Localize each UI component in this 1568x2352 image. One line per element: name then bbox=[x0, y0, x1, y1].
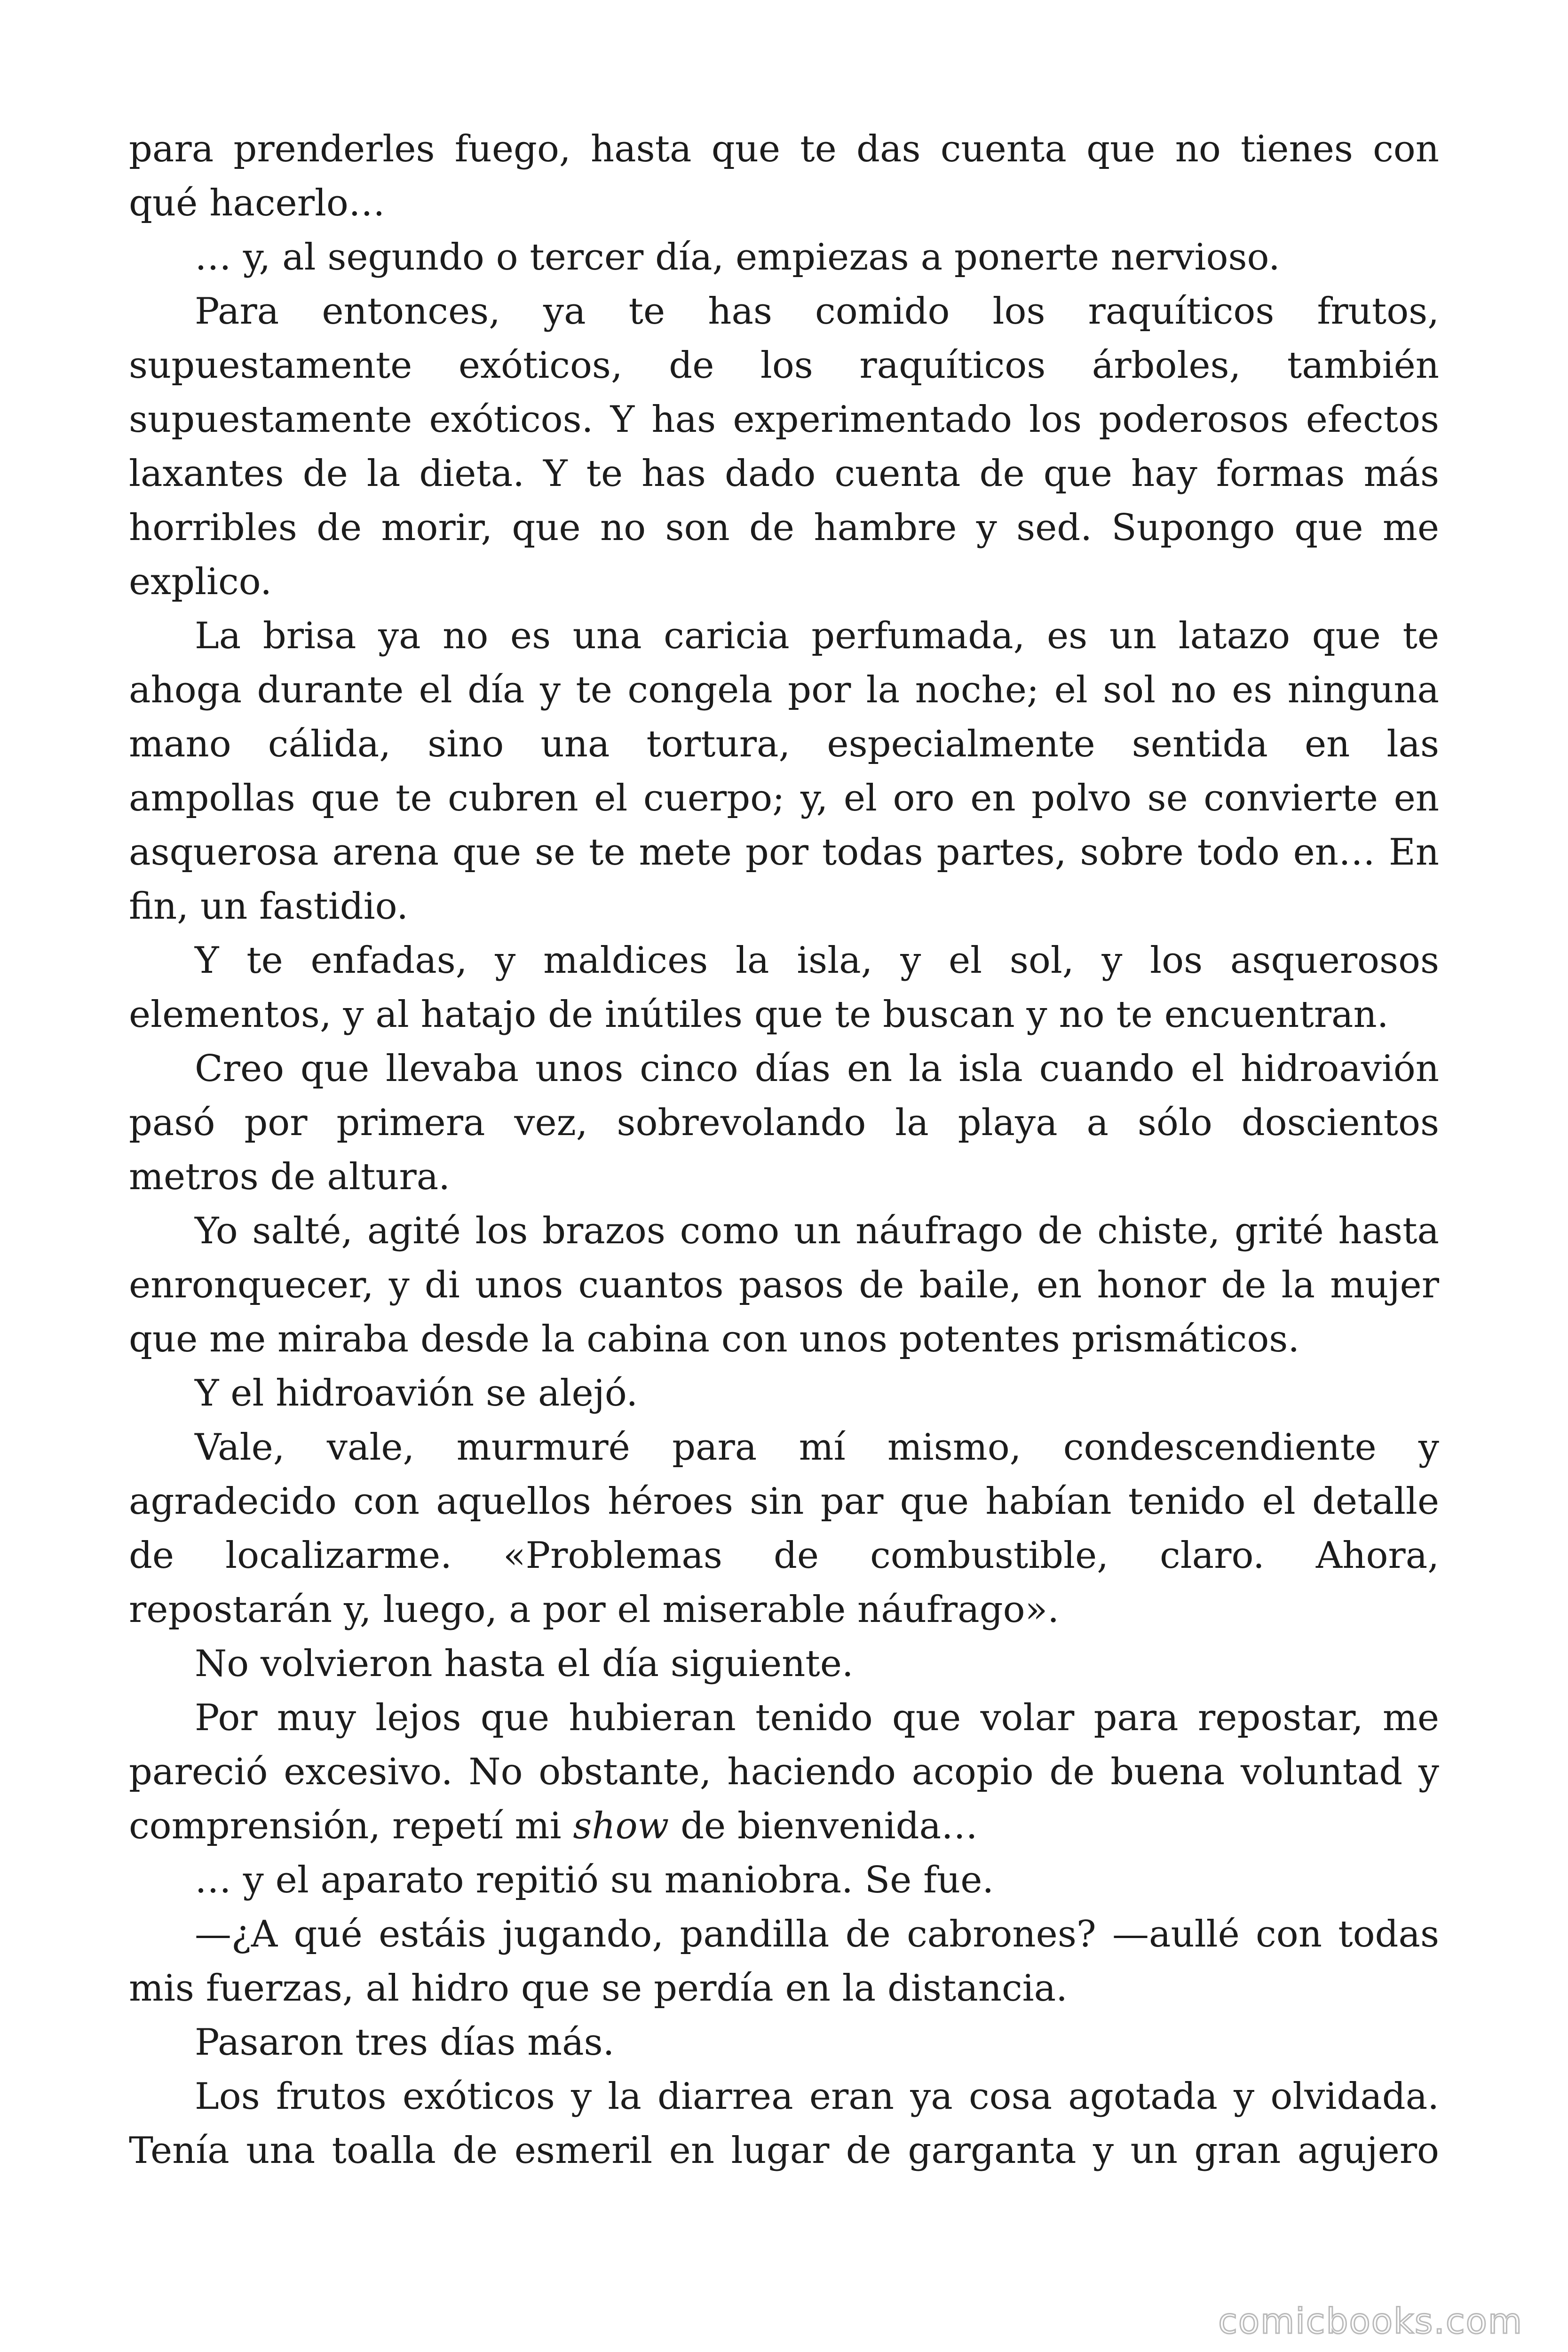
text-line: … y, al segundo o tercer día, empiezas a ponerte nervioso. bbox=[195, 236, 1280, 278]
text-line: qué hacerlo… bbox=[129, 182, 385, 224]
text-line: comprensión, repetí mi show de bienvenida… bbox=[129, 1805, 978, 1847]
text-line: para prenderles fuego, hasta que te das cuenta que no tienes con bbox=[129, 128, 1439, 170]
text-line: ampollas que te cubren el cuerpo; y, el oro en polvo se convierte en bbox=[129, 777, 1439, 819]
text-line: horribles de morir, que no son de hambre y sed. Supongo que me bbox=[129, 507, 1439, 549]
text-line: Para entonces, ya te has comido los raquíticos frutos, bbox=[195, 290, 1439, 333]
text-line: que me miraba desde la cabina con unos potentes prismáticos. bbox=[129, 1318, 1300, 1360]
text-line: Y te enfadas, y maldices la isla, y el sol, y los asquerosos bbox=[195, 939, 1439, 982]
text-line: metros de altura. bbox=[129, 1156, 451, 1198]
text-line: Y el hidroavión se alejó. bbox=[195, 1372, 638, 1414]
text-line: Vale, vale, murmuré para mí mismo, condescendiente y bbox=[195, 1426, 1439, 1469]
text-line: ahoga durante el día y te congela por la noche; el sol no es ninguna bbox=[129, 669, 1439, 711]
text-line: explico. bbox=[129, 561, 272, 603]
text-line: laxantes de la dieta. Y te has dado cuenta de que hay formas más bbox=[129, 453, 1439, 495]
text-line: de localizarme. «Problemas de combustible, claro. Ahora, bbox=[129, 1534, 1439, 1577]
text-line: supuestamente exóticos. Y has experimentado los poderosos efectos bbox=[129, 398, 1439, 441]
text-line: Creo que llevaba unos cinco días en la isla cuando el hidroavión bbox=[195, 1048, 1439, 1090]
text-line: … y el aparato repitió su maniobra. Se fue. bbox=[195, 1859, 994, 1901]
text-line: Los frutos exóticos y la diarrea eran ya cosa agotada y olvidada. bbox=[195, 2075, 1439, 2118]
text-line: supuestamente exóticos, de los raquíticos árboles, también bbox=[129, 344, 1439, 387]
text-line: agradecido con aquellos héroes sin par que habían tenido el detalle bbox=[129, 1480, 1439, 1523]
text-line: Yo salté, agité los brazos como un náufrago de chiste, grité hasta bbox=[195, 1210, 1439, 1252]
text-line: enronquecer, y di unos cuantos pasos de baile, en honor de la mujer bbox=[129, 1264, 1439, 1306]
text-line: —¿A qué estáis jugando, pandilla de cabrones? —aullé con todas bbox=[195, 1913, 1439, 1955]
text-line: fin, un fastidio. bbox=[129, 885, 409, 928]
text-line: elementos, y al hatajo de inútiles que te buscan y no te encuentran. bbox=[129, 993, 1389, 1036]
body-text bbox=[129, 122, 1439, 2178]
text-line: pasó por primera vez, sobrevolando la playa a sólo doscientos bbox=[129, 1102, 1439, 1144]
text-line: repostarán y, luego, a por el miserable náufrago». bbox=[129, 1589, 1060, 1631]
text-line: Pasaron tres días más. bbox=[195, 2021, 615, 2064]
text-line: La brisa ya no es una caricia perfumada, es un latazo que te bbox=[195, 615, 1439, 657]
text-line: mis fuerzas, al hidro que se perdía en la distancia. bbox=[129, 1967, 1068, 2010]
text-line: asquerosa arena que se te mete por todas partes, sobre todo en… En bbox=[129, 831, 1439, 874]
text-line: No volvieron hasta el día siguiente. bbox=[195, 1643, 854, 1685]
text-line: pareció excesivo. No obstante, haciendo acopio de buena voluntad y bbox=[129, 1751, 1439, 1793]
text-line: mano cálida, sino una tortura, especialmente sentida en las bbox=[129, 723, 1439, 765]
text-line: Tenía una toalla de esmeril en lugar de garganta y un gran agujero bbox=[129, 2130, 1439, 2172]
watermark: comicbooks.com bbox=[1218, 2301, 1523, 2342]
text-line: Por muy lejos que hubieran tenido que volar para repostar, me bbox=[195, 1697, 1439, 1739]
